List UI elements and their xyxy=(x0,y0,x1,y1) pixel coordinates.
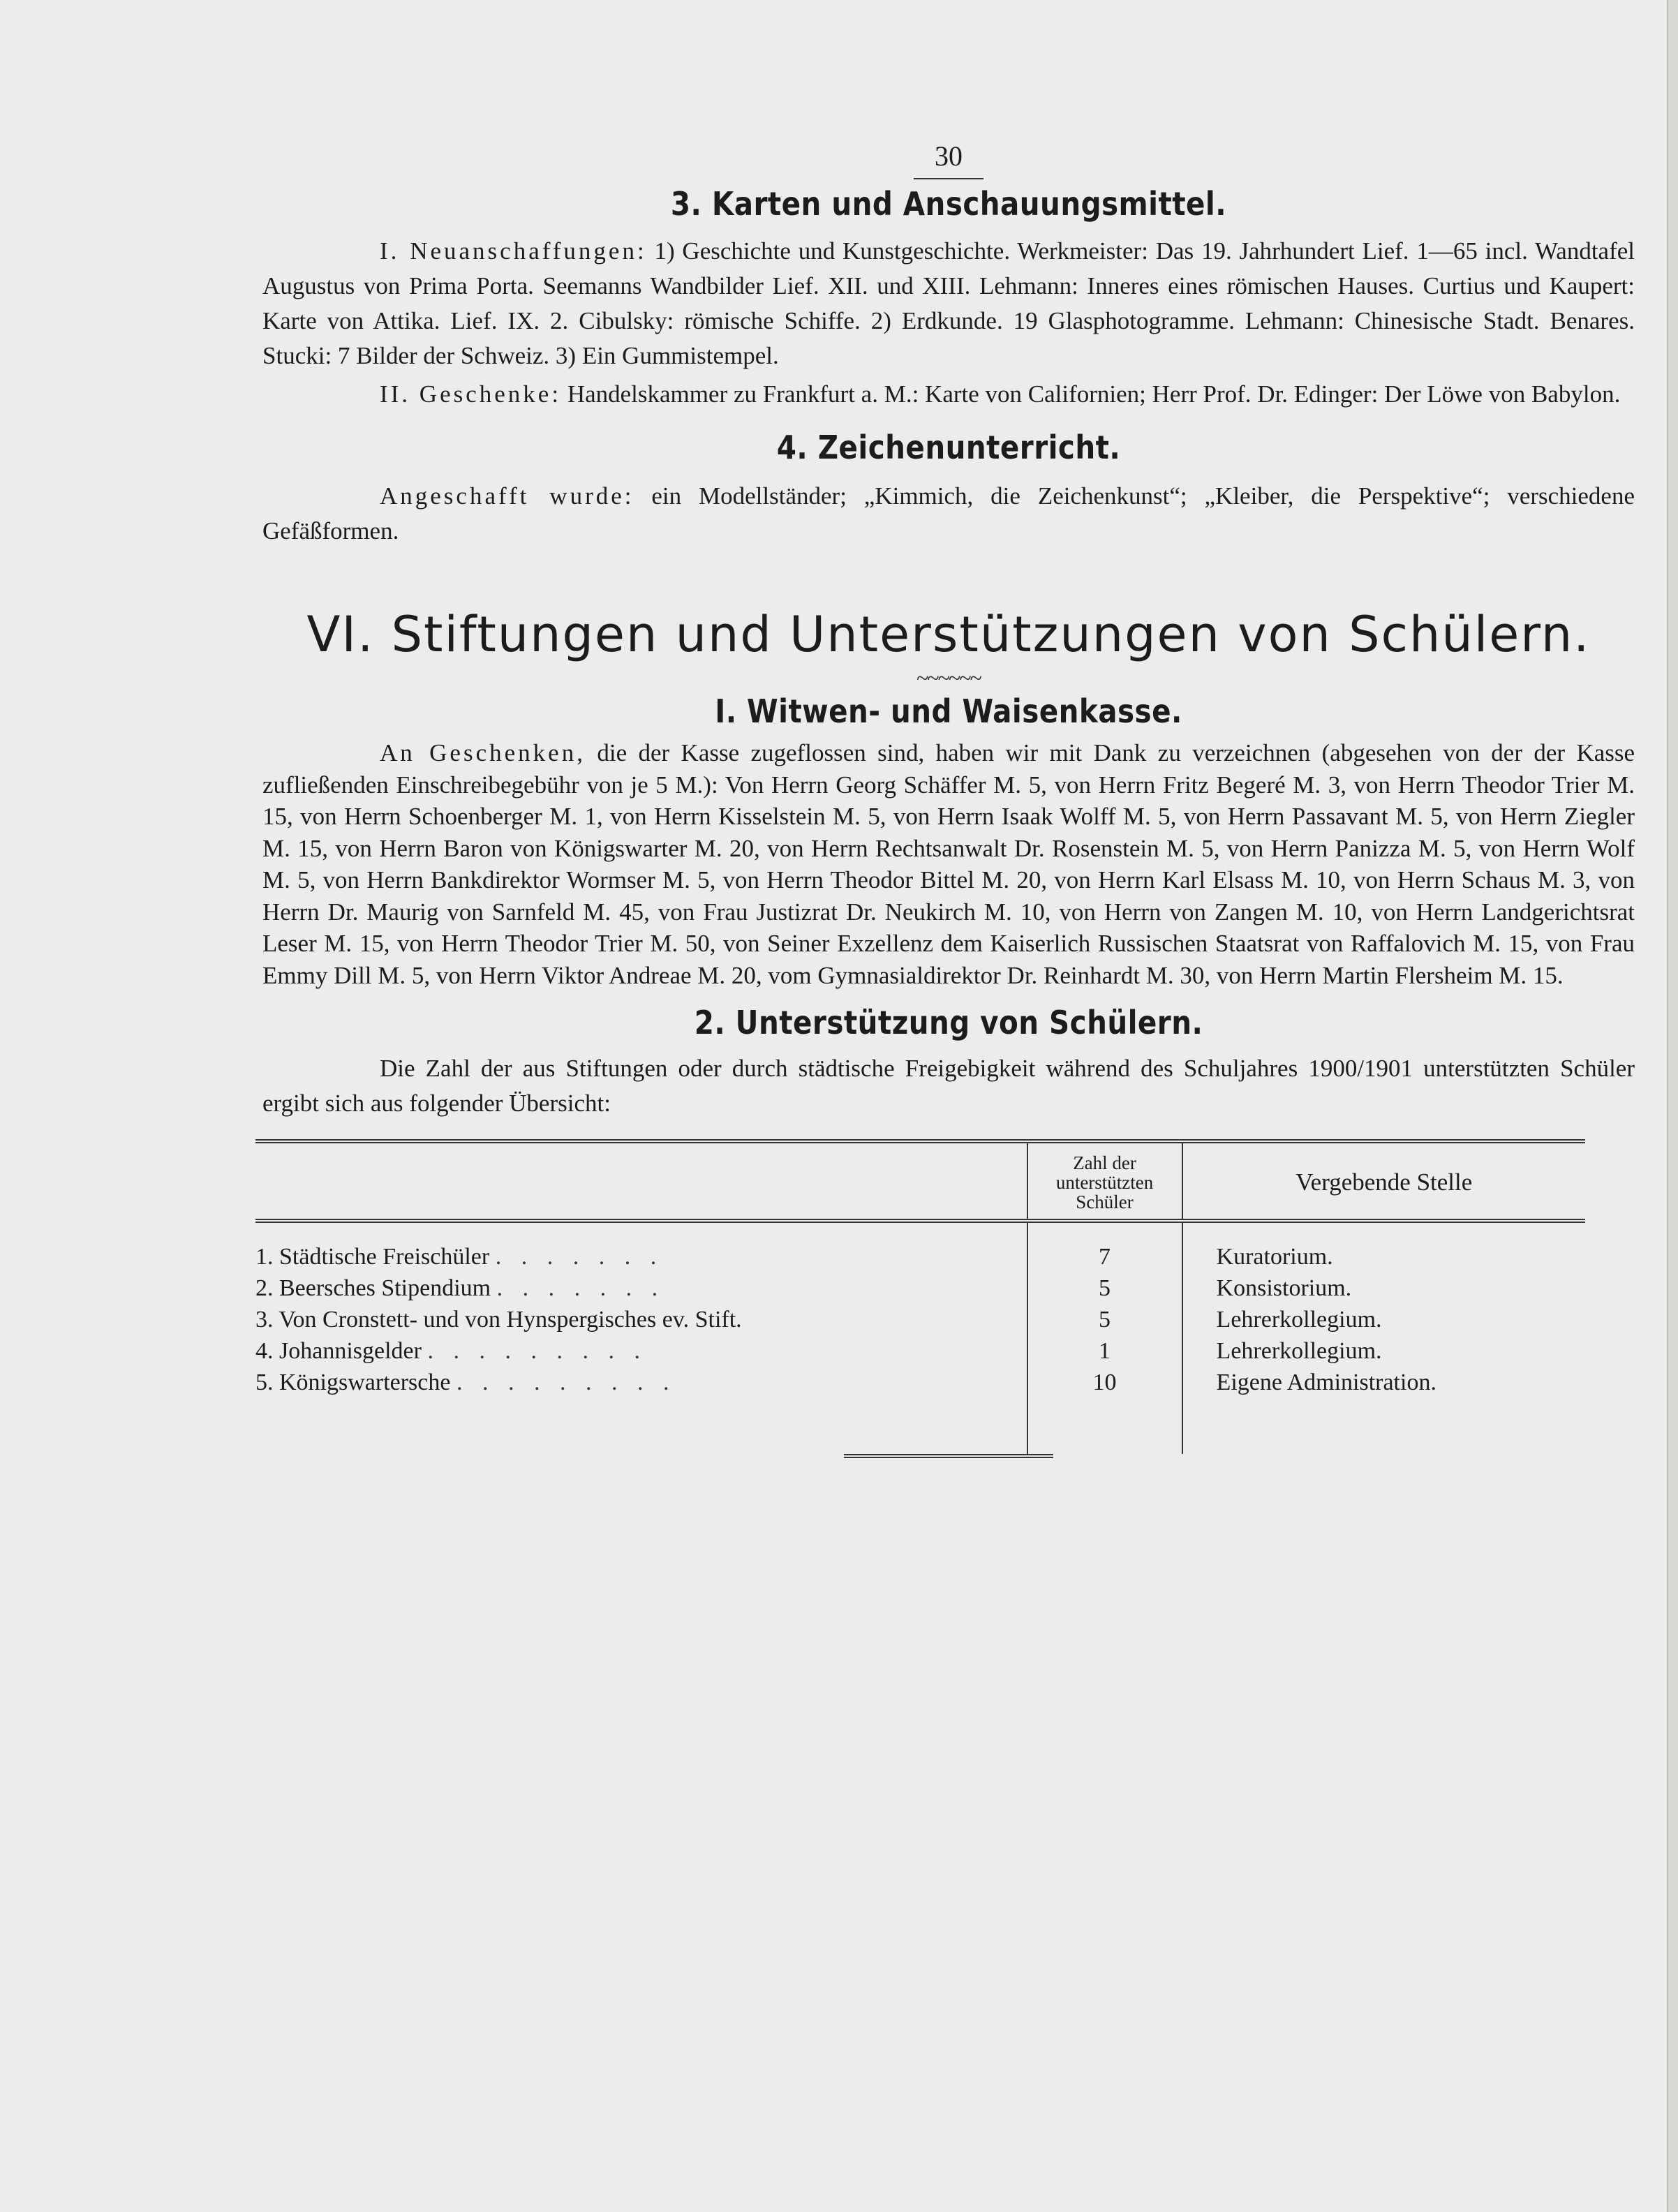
row-label: 2. Beersches Stipendium . . . . . . . xyxy=(255,1275,665,1301)
row-count: 5 xyxy=(1027,1304,1182,1335)
lead-neuanschaffungen: I. Neuanschaffungen: xyxy=(380,237,647,265)
row-count: 5 xyxy=(1027,1272,1182,1304)
support-table xyxy=(255,1139,1585,1454)
row-stelle: Kuratorium. xyxy=(1216,1244,1333,1270)
heading-karten: 3. Karten und Anschauungsmittel. xyxy=(670,185,1227,223)
row-count: 7 xyxy=(1027,1221,1182,1272)
chapter-title: VI. Stiftungen und Unterstützungen von Schülern. xyxy=(306,606,1591,663)
page-number: 30 xyxy=(914,140,983,179)
table-row xyxy=(255,1221,1585,1272)
row-count: 10 xyxy=(1027,1367,1182,1454)
text-angeschafft: ein Modellständer; „Kimmich, die Zeichenkunst“; „Kleiber, die Perspektive“; verschiedene Gefäßformen. xyxy=(262,482,1635,544)
table-row xyxy=(255,1304,1585,1335)
page-content xyxy=(255,140,1635,1458)
lead-angeschafft: Angeschafft wurde: xyxy=(380,482,634,510)
chapter-ornament: ~~~~~~ xyxy=(916,665,981,690)
row-label: 1. Städtische Freischüler . . . . . . . xyxy=(255,1244,664,1270)
text-geschenke: Handelskammer zu Frankfurt a. M.: Karte von Californien; Herr Prof. Dr. Edinger: Der Löwe von Babylon. xyxy=(567,380,1621,408)
row-label: 5. Königswartersche . . . . . . . . . xyxy=(255,1369,676,1395)
header-stelle: Vergebende Stelle xyxy=(1182,1141,1585,1221)
lead-geschenke: II. Geschenke: xyxy=(380,380,562,408)
table-header-row xyxy=(255,1141,1585,1221)
text-neuanschaffungen: 1) Geschichte und Kunstgeschichte. Werkmeister: Das 19. Jahrhundert Lief. 1—65 incl. Wandtafel Augustus von Prima Porta. Seemanns Wandbilder Lief. XII. und XIII. Lehmann: Inneres eines römischen Hauses. Curtius und Kaupert: Karte von Attika. Lief. IX. 2. Cibulsky: römische Schiffe. 2) Erdkunde. 19 Glasphotogramme. Lehmann: Chinesische Stadt. Benares. Stucki: 7 Bilder der Schweiz. 3) Ein Gummistempel. xyxy=(262,237,1635,369)
table-row xyxy=(255,1367,1585,1454)
row-stelle: Konsistorium. xyxy=(1216,1275,1352,1301)
row-stelle: Lehrerkollegium. xyxy=(1216,1307,1382,1333)
row-stelle: Lehrerkollegium. xyxy=(1216,1338,1382,1364)
text-geschenke-kasse: die der Kasse zugeflossen sind, haben wir mit Dank zu verzeichnen (abgesehen von der der Kasse zufließenden Einschreibegebühr von je 5 M.): Von Herrn Georg Schäffer M. 5, von Herrn Fritz Begeré M. 3, von Herrn Theodor Trier M. 15, von Herrn Schoenberger M. 1, von Herrn Kisselstein M. 5, von Herrn Isaak Wolff M. 5, von Herrn Passavant M. 5, von Herrn Ziegler M. 15, von Herrn Baron von Königswarter M. 20, von Herrn Rechtsanwalt Dr. Rosenstein M. 5, von Herrn Panizza M. 5, von Herrn Wolf M. 5, von Herrn Bankdirektor Wormser M. 5, von Herrn Theodor Bittel M. 20, von Herrn Karl Elsass M. 10, von Herrn Schaus M. 3, von Herrn Dr. Maurig von Sarnfeld M. 45, von Frau Justizrat Dr. Neukirch M. 10, von Herrn von Zangen M. 10, von Herrn Landgerichtsrat Leser M. 15, von Herrn Theodor Trier M. 50, von Seiner Exzellenz dem Kaiserlich Russischen Staatsrat von Raffalovich M. 15, von Frau Emmy Dill M. 5, von Herrn Viktor Andreae M. 20, vom Gymnasialdirektor Dr. Reinhardt M. 30, von Herrn Martin Flersheim M. 15. xyxy=(262,739,1635,989)
header-blank xyxy=(255,1141,1027,1221)
paragraph-neuanschaffungen xyxy=(262,234,1635,373)
heading-zeichenunterricht: 4. Zeichenunterricht. xyxy=(776,429,1121,466)
paragraph-geschenke-kasse xyxy=(262,737,1635,991)
heading-unterstuetzung: 2. Unterstützung von Schülern. xyxy=(694,1004,1203,1041)
row-count: 1 xyxy=(1027,1335,1182,1367)
table-row xyxy=(255,1272,1585,1304)
row-label: 3. Von Cronstett- und von Hynspergisches ev. Stift. xyxy=(255,1307,742,1333)
row-stelle: Eigene Administration. xyxy=(1216,1369,1436,1395)
paragraph-geschenke xyxy=(262,377,1635,412)
table-row xyxy=(255,1335,1585,1367)
lead-an-geschenken: An Geschenken, xyxy=(380,739,586,766)
paragraph-zeichenunterricht xyxy=(262,479,1635,549)
page-edge-shadow xyxy=(1667,0,1678,2212)
paragraph-uebersicht: Die Zahl der aus Stiftungen oder durch städtische Freigebigkeit während des Schuljahres 1900/1901 unterstützten Schüler ergibt sich aus folgender Übersicht: xyxy=(262,1055,1635,1117)
header-count: Zahl der unterstützten Schüler xyxy=(1027,1141,1182,1221)
closing-rule xyxy=(844,1454,1053,1458)
row-label: 4. Johannisgelder . . . . . . . . . xyxy=(255,1338,647,1364)
heading-witwenkasse: I. Witwen- und Waisenkasse. xyxy=(715,692,1182,730)
